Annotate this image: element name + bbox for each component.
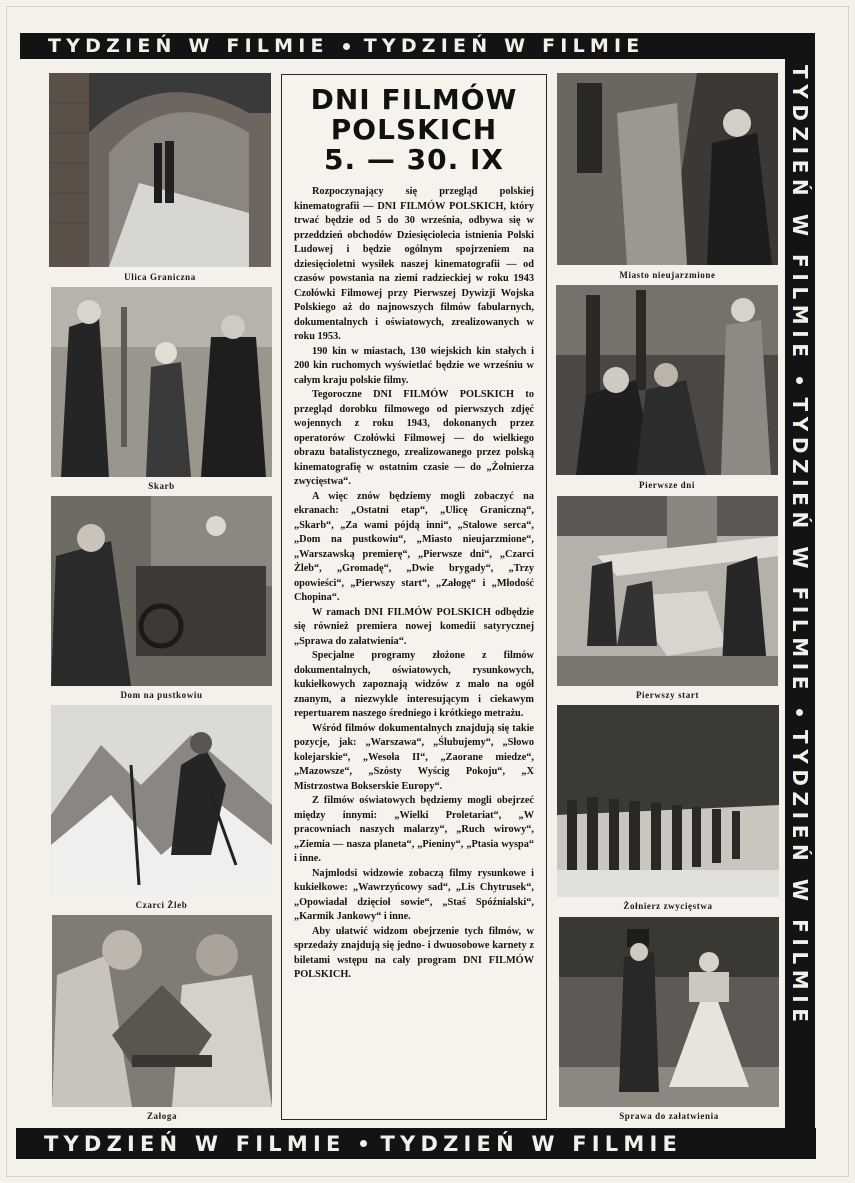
article-paragraph: Najmłodsi widzowie zobaczą filmy rysunkowe i kukiełkowe: „Wawrzyńcowy sad“, „Lis Chytrusek“, „Opowiadał dzięcioł sowie“, „Staś Spóźnialski“, „Karmik Jankowy“ i inne.: [294, 867, 534, 922]
caption-pierwszy-start: Pierwszy start: [635, 690, 700, 700]
bullet-icon: [360, 1140, 367, 1147]
caption-ulica-graniczna: Ulica Graniczna: [124, 272, 196, 282]
photo-zolnierz-zwyciestwa: [557, 705, 779, 897]
caption-sprawa-do-zalatwienia: Sprawa do załatwienia: [619, 1111, 719, 1121]
article-paragraph: 190 kin w miastach, 130 wiejskich kin stałych i 200 kin ruchomych wyświetlać będzie we wrześniu w całym kraju polskie filmy.: [294, 345, 534, 386]
headline-dates: 5. — 30. IX: [324, 143, 504, 176]
article-paragraph: Z filmów oświatowych będziemy mogli obejrzeć między innymi: „Wielki Proletariat“, „W pracowniach naszych malarzy“, „Ruch wirowy“, „Ziemia — nasza planeta“, „Pieniny“, „Ptasia wyspa“ i inne.: [294, 795, 534, 864]
photo-ulica-graniczna: [49, 73, 271, 267]
caption-zolnierz-zwyciestwa: Żołnierz zwycięstwa: [623, 901, 713, 911]
headline-line-2: POLSKICH: [330, 113, 498, 146]
caption-miasto-nieujarzmione: Miasto nieujarzmione: [619, 270, 716, 280]
photo-sprawa-do-zalatwienia: [559, 917, 779, 1107]
banner-text: TYDZIEŃ W FILMIE: [363, 35, 645, 57]
photo-skarb: [51, 287, 272, 477]
bullet-icon: [343, 43, 350, 50]
caption-dom-na-pustkowiu: Dom na pustkowiu: [120, 690, 203, 700]
banner-text: TYDZIEŃ W FILMIE: [48, 35, 329, 57]
photo-zaloga: [52, 915, 272, 1107]
banner-text: TYDZIEŃ W FILMIE: [44, 1131, 346, 1156]
top-banner: [20, 33, 815, 59]
article-headline: [294, 85, 534, 175]
article-paragraph: Specjalne programy złożone z filmów dokumentalnych, oświatowych, rysunkowych, kukiełkowych zapoznają widzów z mało na ogół znanym, a niezwykle interesującym i ciekawym repertuarem naszego średniego i krótkiego metrażu.: [294, 650, 534, 719]
bottom-banner: [16, 1128, 816, 1159]
article-paragraph: Wśród filmów dokumentalnych znajdują się takie pozycje, jak: „Warszawa“, „Ślubujemy“, „Słowo kolejarskie“, „Wesoła II“, „Zaorane miedze“, „Mazowsze“, „Szósty Wyścig Pokoju“, „X Mistrzostwa Bokserskie Europy“.: [294, 722, 534, 792]
bullet-icon: [797, 709, 804, 716]
photo-dom-na-pustkowiu: [51, 496, 272, 686]
article-box: [281, 74, 547, 1120]
article-paragraph: Tegoroczne DNI FILMÓW POLSKICH to przegląd dorobku filmowego od pierwszych zdjęć wojennych z roku 1943, dokonanych przez operatorów Czołówki Filmowej — do wielkiego obrazu batalistycznego, zrealizowanego przez polską kinematografię w ostatnim czasie — do „Żołnierza zwycięstwa“.: [294, 389, 534, 487]
article-paragraph: A więc znów będziemy mogli zobaczyć na ekranach: „Ostatni etap“, „Ulicę Graniczną“, „Skarb“, „Za wami pójdą inni“, „Stalowe serca“, „Dom na pustkowiu“, „Miasto nieujarzmione“, „Warszawską premierę“, „Pierwsze dni“, „Czarci Żleb“, „Gromadę“, „Dwie brygady“, „Trzy opowieści“, „Pierwszy start“, „Załogę“ i „Młodość Chopina“.: [294, 490, 534, 603]
photo-czarci-zleb: [51, 705, 272, 896]
photo-pierwsze-dni: [556, 285, 778, 475]
article-paragraph: W ramach DNI FILMÓW POLSKICH odbędzie się również premiera nowej komedii satyrycznej „Sprawa do załatwienia“.: [294, 606, 534, 647]
caption-skarb: Skarb: [148, 481, 175, 491]
caption-zaloga: Załoga: [146, 1111, 178, 1121]
banner-text: TYDZIEŃ W FILMIE: [380, 1131, 683, 1156]
banner-text: TYDZIEŃ W FILMIE: [788, 397, 812, 696]
banner-text: TYDZIEŃ W FILMIE: [788, 65, 812, 363]
headline-line-1: DNI FILMÓW: [310, 83, 518, 116]
article-paragraph: Rozpoczynający się przegląd polskiej kinematografii — DNI FILMÓW POLSKICH, który trwać będzie od 5 do 30 września, odbywa się w przeddzień obchodów Dziesięciolecia istnienia Polski Ludowej i będzie ogólnym spojrzeniem na dziesięcioletni wysiłek naszej kinematografii — od czasów powstania na ziemi radzieckiej w roku 1943 Czołówki Filmowej przy Pierwszej Dywizji Wojska Polskiego aż do najnowszych filmów fabularnych, dokumentalnych i oświatowych, zrealizowanych w roku 1953.: [294, 186, 534, 342]
photo-miasto-nieujarzmione: [557, 73, 778, 265]
article-body: [294, 185, 534, 983]
right-banner: [785, 59, 815, 1128]
caption-czarci-zleb: Czarci Żleb: [135, 900, 188, 910]
bullet-icon: [797, 377, 804, 384]
caption-pierwsze-dni: Pierwsze dni: [639, 480, 695, 490]
article-paragraph: Aby ułatwić widzom obejrzenie tych filmów, w sprzedaży znajdują się jedno- i dwuosobowe karnety z biletami wstępu na cały program DNI FILMÓW POLSKICH.: [294, 925, 534, 980]
banner-text: TYDZIEŃ W FILMIE: [788, 730, 812, 1028]
photo-pierwszy-start: [557, 496, 778, 686]
